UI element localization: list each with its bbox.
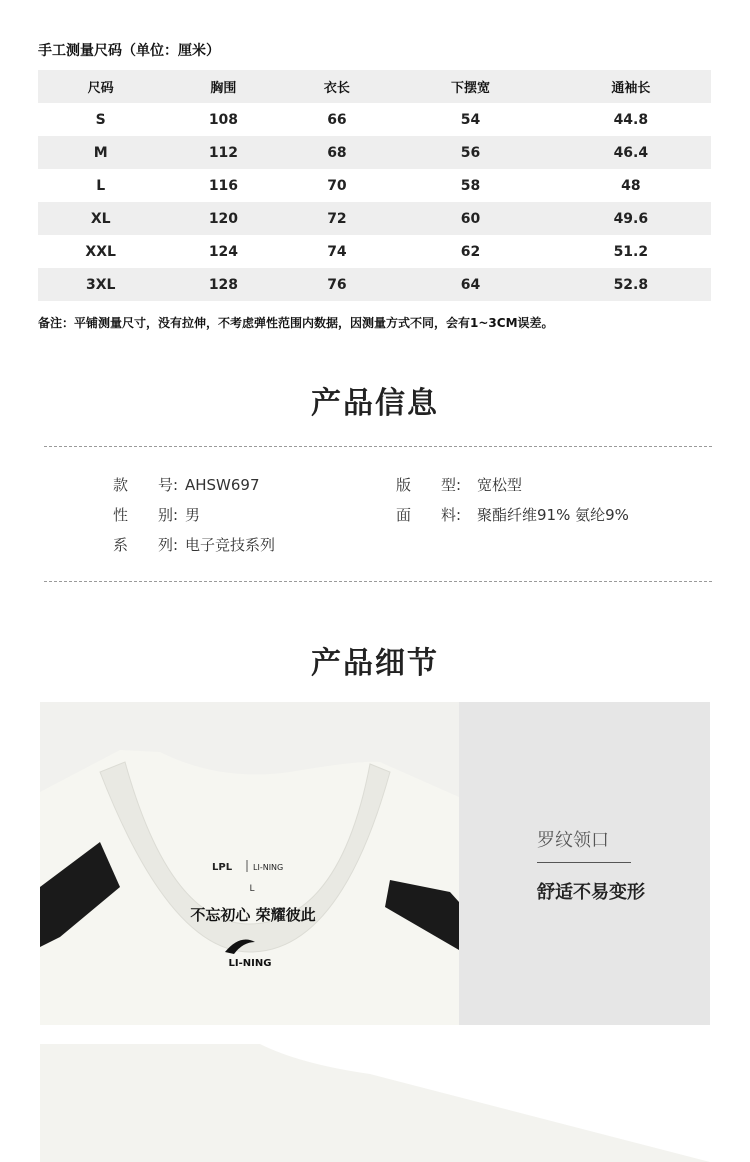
- table-row: [38, 235, 711, 268]
- table-cell: 3XL: [38, 268, 163, 301]
- table-cell: 108: [163, 103, 283, 136]
- table-row: [38, 268, 711, 301]
- table-cell: 62: [390, 235, 550, 268]
- detail-feature-desc: 舒适不易变形: [537, 882, 645, 903]
- header-cell: 尺码: [38, 70, 163, 103]
- collar-illustration: [40, 702, 459, 1025]
- table-cell: 76: [283, 268, 390, 301]
- detail-panel: [459, 702, 710, 1025]
- size-table-header-row: [38, 70, 711, 103]
- shirt-photo-bottom: [40, 1044, 710, 1162]
- table-row: [38, 202, 711, 235]
- print-lining-small: LI-NING: [253, 863, 284, 872]
- table-row: [38, 169, 711, 202]
- collar-photo: [40, 702, 459, 1025]
- table-row: [38, 136, 711, 169]
- table-cell: 72: [283, 202, 390, 235]
- print-size-label: L: [249, 884, 255, 894]
- size-table: [38, 70, 711, 301]
- table-cell: 49.6: [551, 202, 711, 235]
- info-value: 男: [185, 506, 201, 524]
- detail-underline: [537, 862, 631, 863]
- table-cell: 56: [390, 136, 550, 169]
- info-label: 款 号:: [113, 476, 179, 494]
- info-value: 电子竞技系列: [185, 536, 276, 554]
- table-cell: 66: [283, 103, 390, 136]
- header-cell: 通袖长: [551, 70, 711, 103]
- info-value: AHSW697: [185, 476, 260, 494]
- table-cell: M: [38, 136, 163, 169]
- table-cell: 128: [163, 268, 283, 301]
- table-cell: 70: [283, 169, 390, 202]
- table-cell: L: [38, 169, 163, 202]
- info-fit: [396, 474, 522, 495]
- table-cell: 68: [283, 136, 390, 169]
- info-style-number: [113, 474, 260, 495]
- table-cell: S: [38, 103, 163, 136]
- table-cell: 116: [163, 169, 283, 202]
- table-cell: 52.8: [551, 268, 711, 301]
- detail-feature-name: 罗纹领口: [537, 830, 609, 851]
- header-cell: 衣长: [283, 70, 390, 103]
- header-cell: 下摆宽: [390, 70, 550, 103]
- size-note: 备注：平铺测量尺寸，没有拉伸，不考虑弹性范围内数据，因测量方式不同，会有1~3CM误差。: [38, 316, 554, 330]
- product-info-title: 产品信息: [311, 386, 439, 421]
- info-value: 宽松型: [477, 476, 523, 494]
- info-gender: [113, 504, 200, 525]
- table-cell: 120: [163, 202, 283, 235]
- table-cell: XL: [38, 202, 163, 235]
- info-series: [113, 534, 275, 555]
- table-cell: 64: [390, 268, 550, 301]
- product-detail-title: 产品细节: [311, 646, 439, 681]
- size-chart-title: 手工测量尺码（单位：厘米）: [38, 43, 220, 59]
- table-cell: 60: [390, 202, 550, 235]
- table-cell: 54: [390, 103, 550, 136]
- info-label: 系 列:: [113, 536, 179, 554]
- print-slogan: 不忘初心 荣耀彼此: [190, 906, 316, 924]
- table-cell: 124: [163, 235, 283, 268]
- info-label: 面 料:: [396, 506, 462, 524]
- divider-top: [44, 446, 712, 447]
- table-cell: 112: [163, 136, 283, 169]
- table-row: [38, 103, 711, 136]
- table-cell: 48: [551, 169, 711, 202]
- print-brand: LI-NING: [228, 958, 272, 969]
- info-label: 版 型:: [396, 476, 462, 494]
- table-cell: 74: [283, 235, 390, 268]
- table-cell: 51.2: [551, 235, 711, 268]
- info-fabric: [396, 504, 629, 525]
- shirt-illustration: [40, 1044, 710, 1162]
- info-value: 聚酯纤维91% 氨纶9%: [477, 506, 629, 524]
- table-cell: XXL: [38, 235, 163, 268]
- table-cell: 44.8: [551, 103, 711, 136]
- info-label: 性 别:: [113, 506, 179, 524]
- table-cell: 58: [390, 169, 550, 202]
- table-cell: 46.4: [551, 136, 711, 169]
- print-lpl-logo: LPL: [212, 862, 233, 873]
- header-cell: 胸围: [163, 70, 283, 103]
- divider-bottom: [44, 581, 712, 582]
